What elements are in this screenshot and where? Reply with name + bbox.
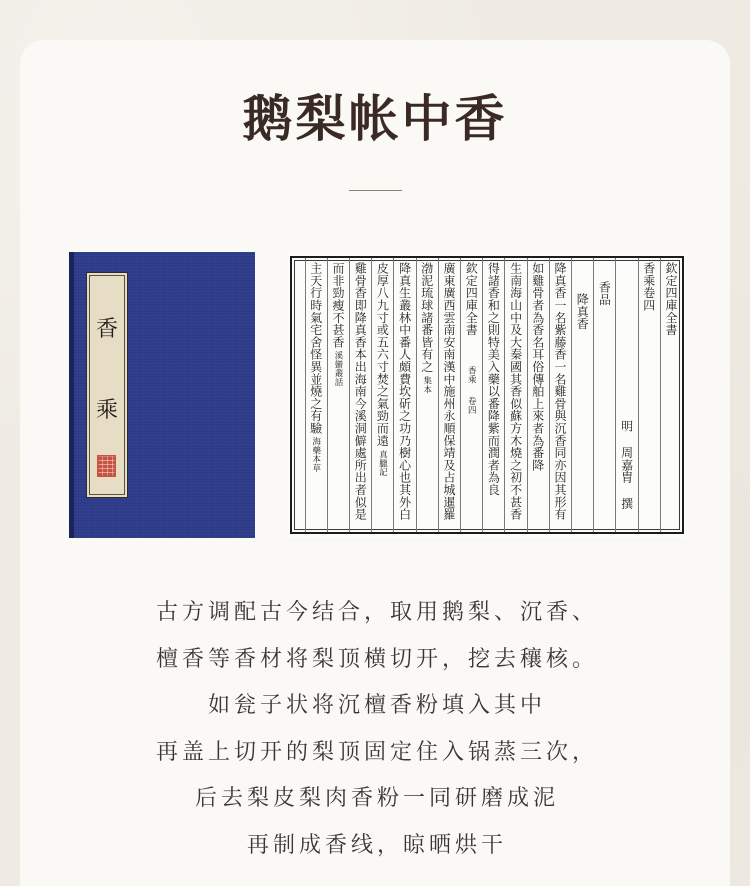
scan-column-text: 皮厚八九寸或五六寸焚之氣勁而遠 xyxy=(375,262,390,447)
scan-column-text: 降真生叢林中番人頗費坎斫之功乃樹心也其外白 xyxy=(397,262,412,521)
scan-column-text: 渤泥琉球諸番皆有之 xyxy=(419,262,434,373)
title-divider xyxy=(349,190,402,191)
scanned-page-image xyxy=(288,252,686,538)
scan-column xyxy=(393,258,415,532)
scan-column-text: 明 周嘉胄 撰 xyxy=(619,420,634,510)
scan-column-text: 如雞骨者為香名耳俗傳舶上來者為番降 xyxy=(530,262,545,472)
page-title: 鹅梨帐中香 xyxy=(242,89,508,148)
scan-column-text: 得諸香和之則特美入藥以番降紫而潤者為良 xyxy=(486,262,501,496)
scan-column xyxy=(460,258,482,532)
description-line: 再盖上切开的梨顶固定住入锅蒸三次， xyxy=(155,739,598,765)
scan-column-text: 廣東廣西雲南安南漢中施州永順保靖及占城暹羅 xyxy=(441,262,456,521)
scan-column xyxy=(371,258,393,532)
scan-column xyxy=(416,258,438,532)
scan-column-text: 雞骨香即降真香本出海南今溪洞僻處所出者似是 xyxy=(353,262,368,521)
description-line: 后去梨皮梨肉香粉一同研磨成泥 xyxy=(194,786,559,812)
description-line: 如瓮子状将沉檀香粉填入其中 xyxy=(207,693,546,719)
scan-page-frame xyxy=(290,256,684,534)
scan-column-text: 降真香一名紫藤香一名雞骨與沉香同亦因其形有 xyxy=(552,262,567,521)
scan-column xyxy=(571,258,593,532)
scan-column xyxy=(615,258,637,532)
scan-column-note: 溪蠻叢話 xyxy=(332,351,343,387)
scan-column-text: 主天行時氣宅舍怪異並燒之有驗 xyxy=(308,262,323,435)
book-cover-image xyxy=(69,252,255,538)
scan-column-text: 香品 xyxy=(597,281,612,306)
description-line: 古方调配古今结合，取用鹅梨、沉香、 xyxy=(155,600,598,625)
scan-column-text: 而非勁瘦不甚香 xyxy=(330,262,345,349)
scan-column xyxy=(660,258,682,532)
scan-column xyxy=(549,258,571,532)
scan-column xyxy=(327,258,349,532)
scan-column-text: 生南海山中及大秦國其香似蘇方木燒之初不甚香 xyxy=(508,262,523,521)
scan-column xyxy=(504,258,526,532)
scan-column xyxy=(527,258,549,532)
scan-column-note: 海藥本草 xyxy=(310,437,321,473)
scan-column-text: 香乘卷四 xyxy=(641,262,656,312)
book-title-char: 香 xyxy=(95,317,118,342)
scan-column xyxy=(593,258,615,532)
scan-column xyxy=(482,258,504,532)
scan-column-text: 欽定四庫全書 xyxy=(663,262,678,336)
content-card xyxy=(20,40,730,886)
description-text xyxy=(20,590,730,870)
description-line: 檀香等香材将梨顶横切开，挖去穰核。 xyxy=(155,646,598,672)
scan-column xyxy=(638,258,660,532)
scan-column-note: 真臘記 xyxy=(377,449,388,476)
scan-column xyxy=(438,258,460,532)
book-title-char: 乘 xyxy=(95,398,118,423)
scan-column-note: 香乘 卷四 xyxy=(466,365,477,415)
seal-stamp-icon xyxy=(97,455,116,477)
scan-column-note: 集本 xyxy=(421,375,432,394)
scan-column xyxy=(305,258,327,532)
description-line: 再制成香线，晾晒烘干 xyxy=(246,832,507,858)
book-cover-label xyxy=(86,272,128,498)
scan-column-text: 欽定四庫全書 xyxy=(464,262,479,336)
scan-column xyxy=(349,258,371,532)
scan-column-text: 降真香 xyxy=(575,293,590,330)
